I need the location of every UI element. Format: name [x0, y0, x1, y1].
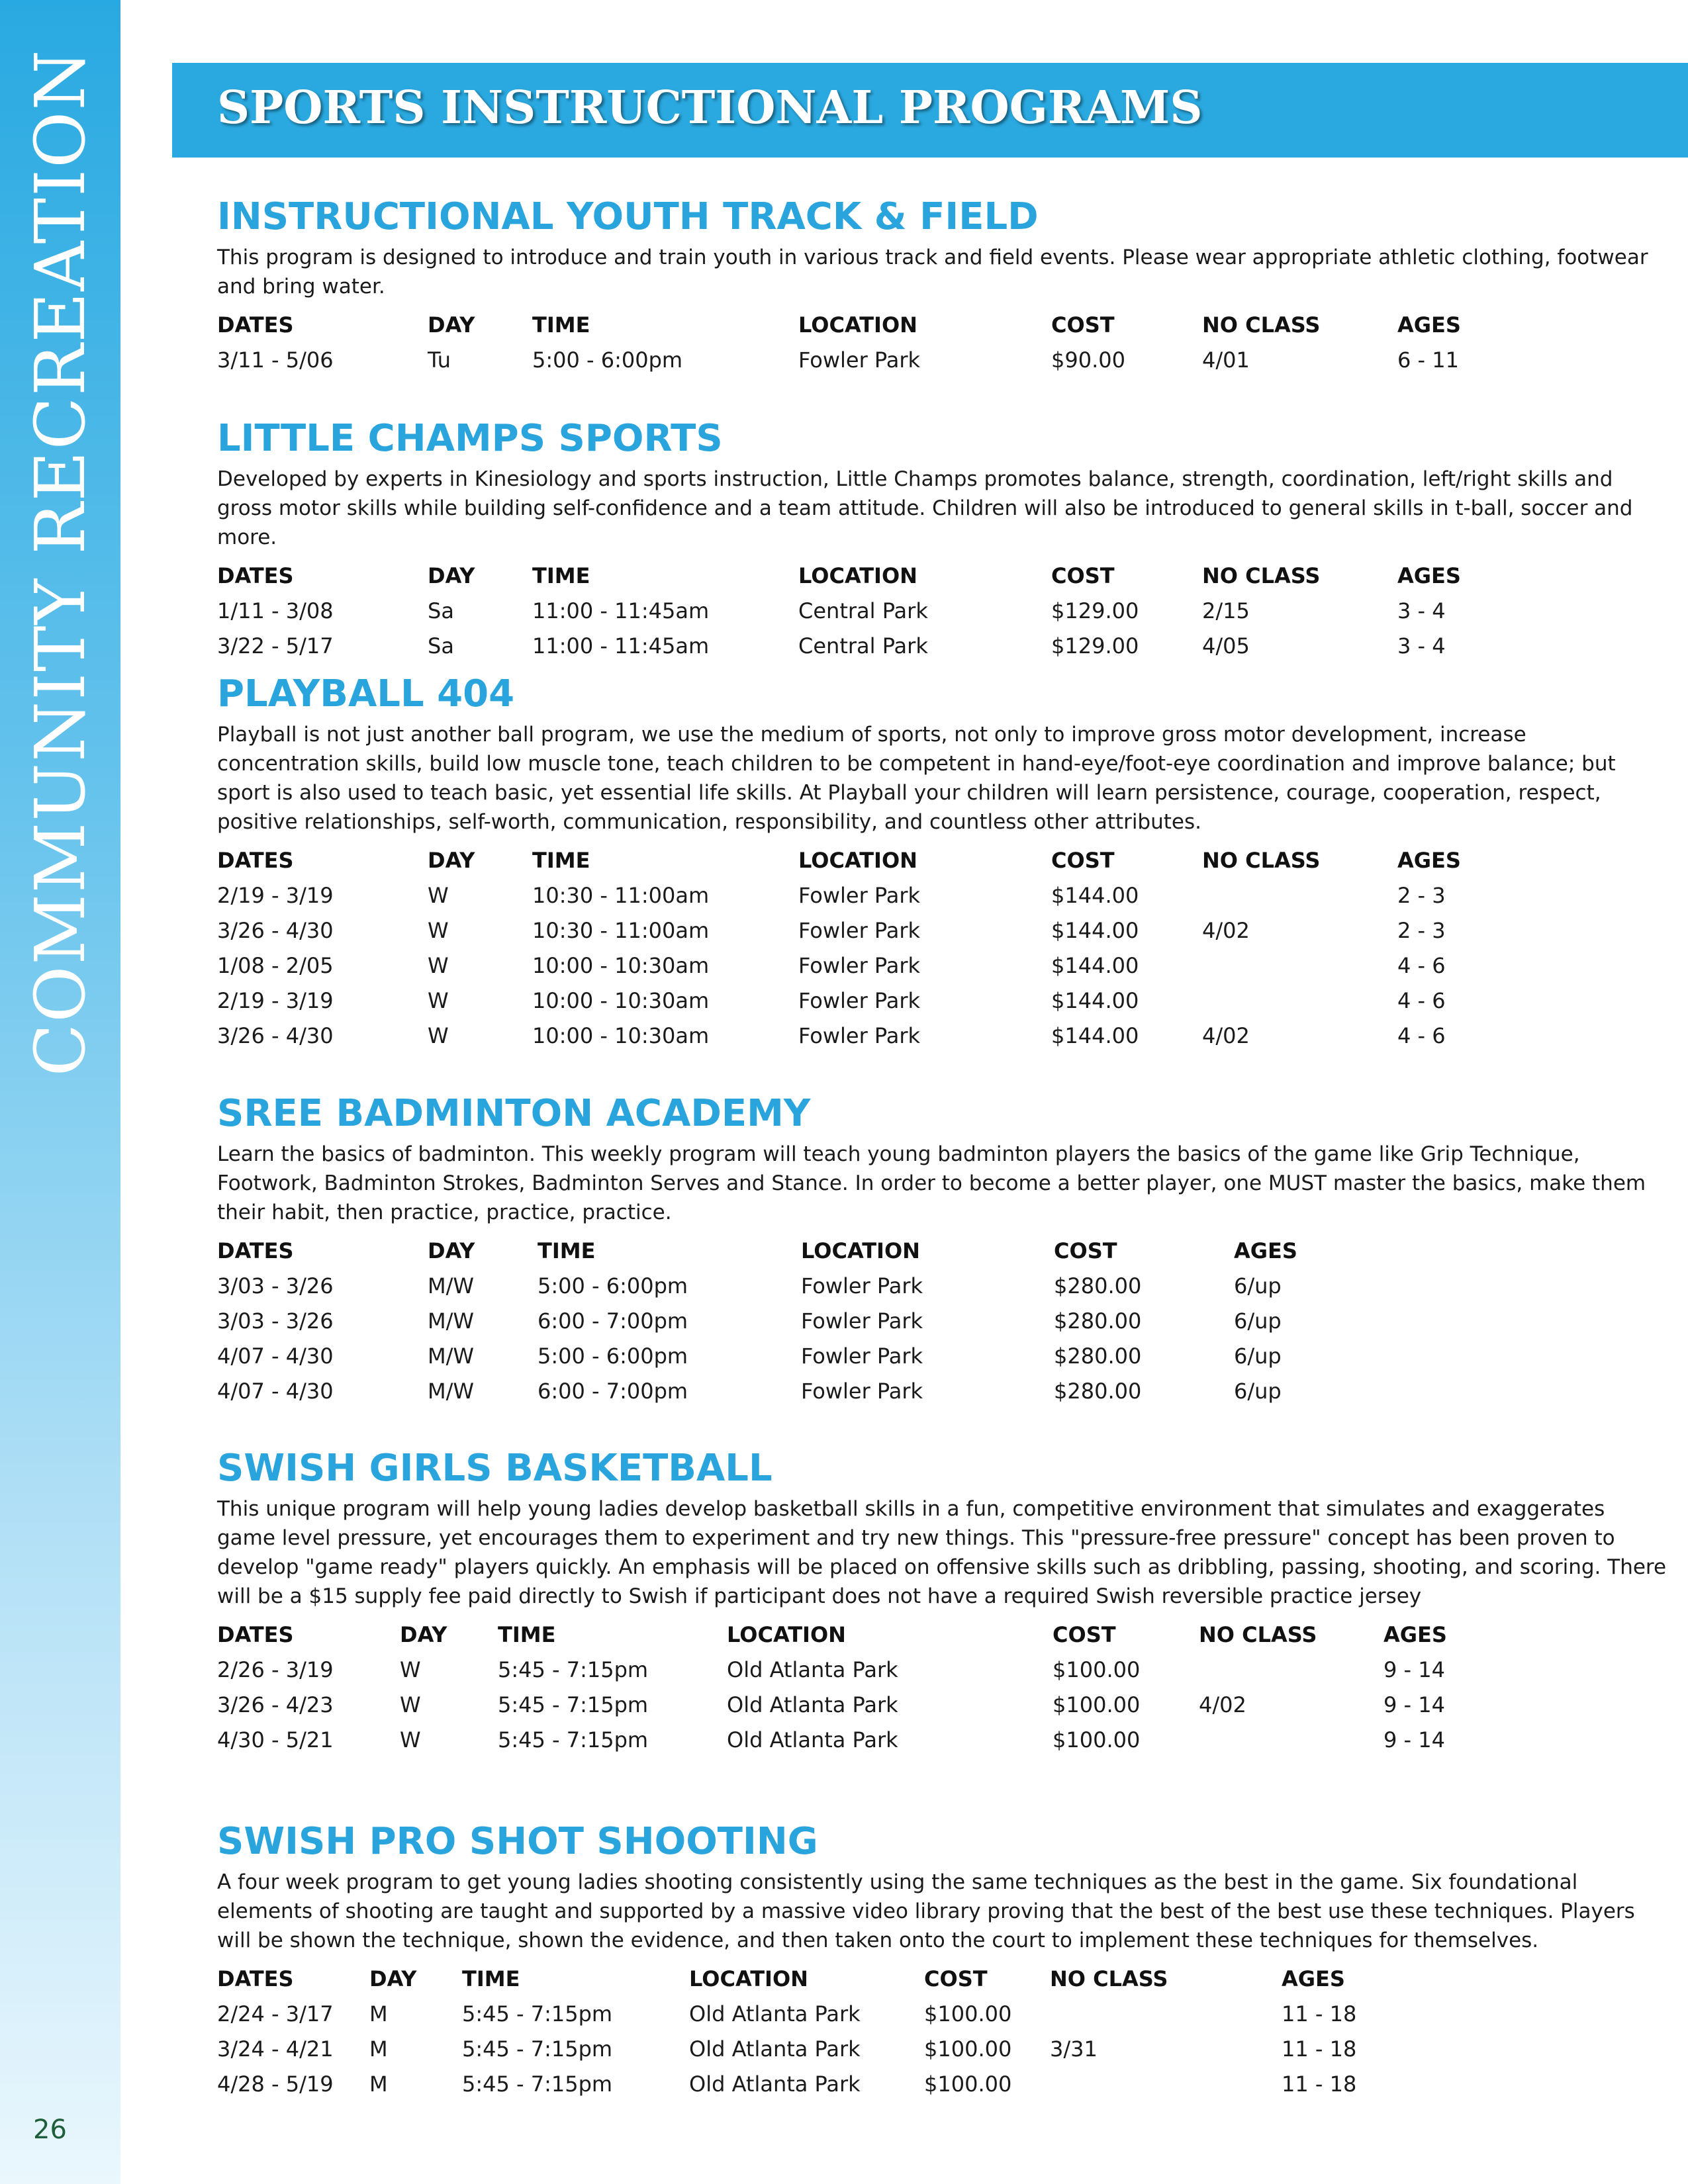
column-header: LOCATION — [798, 848, 917, 873]
table-cell: Fowler Park — [798, 883, 921, 908]
table-cell: M/W — [428, 1308, 475, 1334]
table-cell: M — [369, 2001, 388, 2026]
table-cell: W — [400, 1692, 421, 1717]
table-cell: 10:00 - 10:30am — [532, 1023, 710, 1048]
column-header: TIME — [532, 848, 590, 873]
table-cell: 9 - 14 — [1383, 1657, 1445, 1682]
table-cell: Fowler Park — [801, 1273, 923, 1298]
table-cell: M — [369, 2071, 388, 2097]
table-row — [217, 1269, 1667, 1304]
column-header: TIME — [532, 312, 590, 338]
table-cell: 6/up — [1234, 1273, 1282, 1298]
table-cell: $144.00 — [1051, 953, 1139, 978]
table-cell: 6/up — [1234, 1343, 1282, 1369]
table-cell: 2/19 - 3/19 — [217, 883, 334, 908]
table-row — [217, 878, 1667, 913]
schedule-table — [217, 308, 1667, 378]
table-row — [217, 2067, 1667, 2102]
table-cell: Sa — [428, 633, 454, 659]
table-cell: 6:00 - 7:00pm — [538, 1379, 688, 1404]
sidebar-title: COMMUNITY RECREATION — [20, 48, 101, 1077]
table-cell: 3/03 - 3/26 — [217, 1308, 334, 1334]
table-cell: $280.00 — [1054, 1308, 1142, 1334]
column-header: NO CLASS — [1202, 312, 1321, 338]
schedule-table — [217, 559, 1667, 664]
table-row — [217, 629, 1667, 664]
table-row — [217, 1339, 1667, 1374]
table-cell: $100.00 — [924, 2071, 1012, 2097]
table-cell: 2/19 - 3/19 — [217, 988, 334, 1013]
column-header: AGES — [1397, 563, 1461, 588]
program-description: Playball is not just another ball program, we use the medium of sports, not only to improve gross motor development, increase concentration skills, build low muscle tone, teach children to be competent in hand-eye/foot-eye coordination and improve balance; but sport is also used to teach basic, yet essential life skills. At Playball your children will learn persistence, courage, cooperation, respect, positive relationships, self-worth, communication, responsibility, and countless other attributes. — [217, 723, 1616, 834]
schedule-table — [217, 1617, 1667, 1758]
column-header: LOCATION — [798, 312, 917, 338]
table-cell: 9 - 14 — [1383, 1727, 1445, 1752]
table-row — [217, 594, 1667, 629]
table-row — [217, 913, 1667, 948]
table-cell: 5:45 - 7:15pm — [498, 1727, 649, 1752]
table-cell: 4/28 - 5/19 — [217, 2071, 334, 2097]
table-cell: W — [428, 953, 449, 978]
program-section — [217, 1820, 1667, 2102]
table-cell: Central Park — [798, 598, 928, 623]
table-header-row — [217, 308, 1667, 343]
column-header: DAY — [428, 1238, 475, 1263]
table-cell: 3/24 - 4/21 — [217, 2036, 334, 2062]
table-cell: $280.00 — [1054, 1273, 1142, 1298]
program-title: SWISH GIRLS BASKETBALL — [217, 1447, 773, 1490]
table-cell: 11:00 - 11:45am — [532, 633, 710, 659]
table-row — [217, 1019, 1667, 1054]
table-cell: M — [369, 2036, 388, 2062]
table-cell: 5:00 - 6:00pm — [532, 347, 683, 373]
table-cell: Fowler Park — [798, 347, 921, 373]
table-cell: 3/31 — [1050, 2036, 1098, 2062]
table-cell: 6 - 11 — [1397, 347, 1459, 373]
column-header: TIME — [538, 1238, 596, 1263]
column-header: AGES — [1397, 312, 1461, 338]
table-cell: $100.00 — [1053, 1692, 1141, 1717]
table-cell: W — [428, 883, 449, 908]
column-header: AGES — [1397, 848, 1461, 873]
table-cell: $144.00 — [1051, 988, 1139, 1013]
table-cell: 3/03 - 3/26 — [217, 1273, 334, 1298]
program-section — [217, 417, 1667, 664]
column-header: NO CLASS — [1199, 1622, 1317, 1647]
schedule-table — [217, 1234, 1667, 1409]
table-row — [217, 1374, 1667, 1409]
table-cell: M/W — [428, 1273, 475, 1298]
column-header: AGES — [1282, 1966, 1345, 1991]
table-cell: Old Atlanta Park — [689, 2036, 861, 2062]
table-cell: $144.00 — [1051, 883, 1139, 908]
table-cell: 3/26 - 4/30 — [217, 1023, 334, 1048]
table-header-row — [217, 559, 1667, 594]
program-description: This unique program will help young ladies develop basketball skills in a fun, competitive environment that simulates and exaggerates game level pressure, yet encourages them to experiment and try new things. This "pressure-free pressure" concept has been proven to develop "game ready" players quickly. An emphasis will be placed on offensive skills such as dribbling, passing, shooting, and scoring. There will be a $15 supply fee paid directly to Swish if participant does not have a required Swish reversible practice jersey — [217, 1497, 1667, 1608]
page-title: SPORTS INSTRUCTIONAL PROGRAMS — [217, 81, 1203, 134]
table-cell: 9 - 14 — [1383, 1692, 1445, 1717]
column-header: NO CLASS — [1050, 1966, 1168, 1991]
table-cell: 3/26 - 4/23 — [217, 1692, 334, 1717]
table-cell: 4/07 - 4/30 — [217, 1379, 334, 1404]
column-header: DAY — [428, 563, 475, 588]
table-cell: 4 - 6 — [1397, 1023, 1446, 1048]
schedule-table — [217, 1962, 1667, 2102]
table-cell: 2/24 - 3/17 — [217, 2001, 334, 2026]
sidebar — [0, 0, 120, 2184]
table-cell: Old Atlanta Park — [689, 2001, 861, 2026]
table-cell: M/W — [428, 1379, 475, 1404]
table-row — [217, 983, 1667, 1019]
table-cell: Old Atlanta Park — [689, 2071, 861, 2097]
table-cell: Central Park — [798, 633, 928, 659]
program-title: INSTRUCTIONAL YOUTH TRACK & FIELD — [217, 195, 1039, 238]
table-cell: 4 - 6 — [1397, 953, 1446, 978]
page-number: 26 — [33, 2115, 67, 2145]
table-cell: 11 - 18 — [1282, 2071, 1357, 2097]
table-cell: 5:45 - 7:15pm — [498, 1692, 649, 1717]
table-cell: 5:00 - 6:00pm — [538, 1343, 688, 1369]
column-header: COST — [1053, 1622, 1116, 1647]
column-header: LOCATION — [727, 1622, 846, 1647]
column-header: DATES — [217, 1966, 294, 1991]
table-cell: 4/07 - 4/30 — [217, 1343, 334, 1369]
table-cell: 10:00 - 10:30am — [532, 988, 710, 1013]
table-cell: 6/up — [1234, 1308, 1282, 1334]
table-cell: 2/15 — [1202, 598, 1250, 623]
column-header: DATES — [217, 563, 294, 588]
table-cell: 11 - 18 — [1282, 2036, 1357, 2062]
table-cell: Fowler Park — [801, 1308, 923, 1334]
column-header: LOCATION — [689, 1966, 808, 1991]
table-cell: Fowler Park — [801, 1343, 923, 1369]
column-header: TIME — [498, 1622, 556, 1647]
table-cell: Fowler Park — [798, 953, 921, 978]
table-cell: 3/11 - 5/06 — [217, 347, 334, 373]
table-cell: $100.00 — [924, 2036, 1012, 2062]
table-cell: 4/01 — [1202, 347, 1250, 373]
column-header: DATES — [217, 1622, 294, 1647]
column-header: TIME — [462, 1966, 520, 1991]
table-cell: $144.00 — [1051, 1023, 1139, 1048]
program-section — [217, 1092, 1667, 1409]
column-header: COST — [1051, 848, 1115, 873]
table-row — [217, 1653, 1667, 1688]
table-cell: $100.00 — [1053, 1657, 1141, 1682]
table-cell: 11 - 18 — [1282, 2001, 1357, 2026]
table-cell: $280.00 — [1054, 1379, 1142, 1404]
program-section — [217, 1447, 1667, 1758]
column-header: COST — [1051, 312, 1115, 338]
column-header: COST — [1051, 563, 1115, 588]
table-cell: $280.00 — [1054, 1343, 1142, 1369]
table-cell: $129.00 — [1051, 598, 1139, 623]
table-cell: Old Atlanta Park — [727, 1692, 898, 1717]
table-cell: 5:45 - 7:15pm — [462, 2001, 613, 2026]
table-cell: 3 - 4 — [1397, 598, 1446, 623]
column-header: DAY — [428, 848, 475, 873]
table-cell: Fowler Park — [798, 988, 921, 1013]
column-header: DAY — [400, 1622, 447, 1647]
column-header: DATES — [217, 848, 294, 873]
column-header: LOCATION — [801, 1238, 920, 1263]
program-title: LITTLE CHAMPS SPORTS — [217, 417, 723, 460]
table-row — [217, 948, 1667, 983]
column-header: AGES — [1383, 1622, 1447, 1647]
table-cell: 4/30 - 5/21 — [217, 1727, 334, 1752]
column-header: DAY — [369, 1966, 417, 1991]
program-description: Learn the basics of badminton. This weekly program will teach young badminton players the basics of the game like Grip Technique, Footwork, Badminton Strokes, Badminton Serves and Stance. In order to become a better player, one MUST master the basics, make them their habit, then practice, practice, practice. — [217, 1142, 1646, 1224]
column-header: NO CLASS — [1202, 563, 1321, 588]
table-cell: 6:00 - 7:00pm — [538, 1308, 688, 1334]
table-header-row — [217, 1234, 1667, 1269]
table-header-row — [217, 843, 1667, 878]
table-row — [217, 1304, 1667, 1339]
table-cell: 4/02 — [1202, 918, 1250, 943]
table-cell: 5:00 - 6:00pm — [538, 1273, 688, 1298]
column-header: DATES — [217, 1238, 294, 1263]
column-header: AGES — [1234, 1238, 1297, 1263]
column-header: COST — [1054, 1238, 1117, 1263]
table-cell: 10:30 - 11:00am — [532, 918, 710, 943]
table-row — [217, 2032, 1667, 2067]
table-cell: 1/11 - 3/08 — [217, 598, 334, 623]
table-cell: 3 - 4 — [1397, 633, 1446, 659]
table-cell: Sa — [428, 598, 454, 623]
table-cell: 11:00 - 11:45am — [532, 598, 710, 623]
table-cell: W — [400, 1657, 421, 1682]
table-cell: W — [428, 988, 449, 1013]
table-cell: Fowler Park — [798, 1023, 921, 1048]
table-cell: 5:45 - 7:15pm — [462, 2071, 613, 2097]
table-cell: 5:45 - 7:15pm — [462, 2036, 613, 2062]
table-header-row — [217, 1617, 1667, 1653]
program-description: Developed by experts in Kinesiology and sports instruction, Little Champs promotes balance, strength, coordination, left/right skills and gross motor skills while building self-confidence and a team attitude. Children will also be introduced to general skills in t-ball, soccer and more. — [217, 467, 1633, 549]
table-cell: Tu — [428, 347, 451, 373]
table-cell: $129.00 — [1051, 633, 1139, 659]
table-cell: 3/22 - 5/17 — [217, 633, 334, 659]
table-cell: $90.00 — [1051, 347, 1125, 373]
program-section — [217, 195, 1667, 378]
table-cell: W — [428, 918, 449, 943]
table-cell: Old Atlanta Park — [727, 1727, 898, 1752]
table-cell: 2/26 - 3/19 — [217, 1657, 334, 1682]
table-cell: W — [400, 1727, 421, 1752]
table-cell: Fowler Park — [798, 918, 921, 943]
table-cell: 10:30 - 11:00am — [532, 883, 710, 908]
table-cell: 1/08 - 2/05 — [217, 953, 334, 978]
table-cell: $100.00 — [924, 2001, 1012, 2026]
table-cell: 5:45 - 7:15pm — [498, 1657, 649, 1682]
table-cell: 4/02 — [1202, 1023, 1250, 1048]
table-row — [217, 1723, 1667, 1758]
column-header: DAY — [428, 312, 475, 338]
table-cell: Fowler Park — [801, 1379, 923, 1404]
table-cell: 6/up — [1234, 1379, 1282, 1404]
table-cell: 4 - 6 — [1397, 988, 1446, 1013]
program-title: SWISH PRO SHOT SHOOTING — [217, 1820, 818, 1863]
program-description: A four week program to get young ladies shooting consistently using the same techniques as the best in the game. Six foundational elements of shooting are taught and supported by a massive video library proving that the best of the best use these techniques. Players will be shown the technique, shown the evidence, and then taken onto the court to implement these techniques for themselves. — [217, 1870, 1635, 1952]
table-cell: Old Atlanta Park — [727, 1657, 898, 1682]
table-cell: W — [428, 1023, 449, 1048]
column-header: NO CLASS — [1202, 848, 1321, 873]
table-cell: 3/26 - 4/30 — [217, 918, 334, 943]
table-cell: 4/02 — [1199, 1692, 1246, 1717]
column-header: TIME — [532, 563, 590, 588]
schedule-table — [217, 843, 1667, 1054]
table-cell: 2 - 3 — [1397, 918, 1446, 943]
program-title: SREE BADMINTON ACADEMY — [217, 1092, 811, 1135]
table-cell: 4/05 — [1202, 633, 1250, 659]
table-cell: 2 - 3 — [1397, 883, 1446, 908]
program-section — [217, 672, 1667, 1054]
table-row — [217, 1688, 1667, 1723]
table-cell: 10:00 - 10:30am — [532, 953, 710, 978]
table-header-row — [217, 1962, 1667, 1997]
column-header: DATES — [217, 312, 294, 338]
table-cell: $100.00 — [1053, 1727, 1141, 1752]
column-header: COST — [924, 1966, 988, 1991]
program-description: This program is designed to introduce and train youth in various track and field events. Please wear appropriate athletic clothing, footwear and bring water. — [217, 246, 1648, 298]
table-cell: M/W — [428, 1343, 475, 1369]
column-header: LOCATION — [798, 563, 917, 588]
table-row — [217, 343, 1667, 378]
table-row — [217, 1997, 1667, 2032]
page-banner — [172, 63, 1688, 158]
program-title: PLAYBALL 404 — [217, 672, 515, 715]
table-cell: $144.00 — [1051, 918, 1139, 943]
